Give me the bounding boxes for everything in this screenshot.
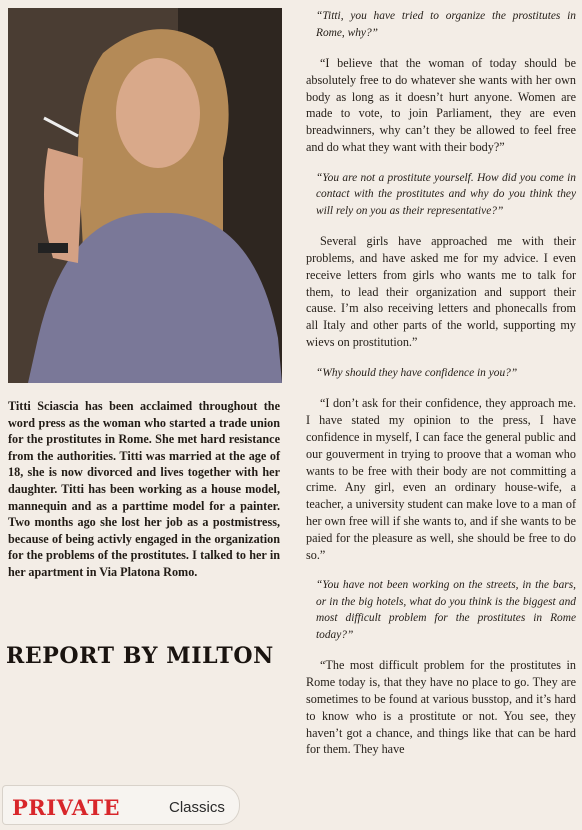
interview-column [306,8,576,772]
brand-subtitle: Classics [169,799,225,816]
answer: Several girls have approached me with their problems, and have asked me for my advice. I even receive letters from girls who wants me to talk for them, to lead their organization and support their cause. I’m also receiving letters and phonecalls from all Italy and other parts of the world, supporting my wievs on prostitution.” [306,234,576,350]
portrait-illustration [8,8,282,383]
report-headline: REPORT BY MILTON [6,643,274,669]
brand-footer [3,786,239,824]
question: “Titti, you have tried to organize the prostitutes in Rome, why?” [316,10,576,39]
portrait-photo [8,8,282,383]
question: “You are not a prostitute yourself. How did you come in contact with the prostitutes and why do you think they will rely on you as their representative?” [316,171,576,217]
answer: “I believe that the woman of today should be absolutely free to do whatever she wants with her own body as long as it doesn’t hurt anyone. Women are made to vote, to join Parliament, they are even breadwinners, why can’t they be allowed to feel free and do what they want with their body?” [306,56,576,154]
answer: “The most difficult problem for the prostitutes in Rome today is, that they have no place to go. They are sometimes to be found at various busstop, and it’s hard to know who is a prostitute or not. You see, they haven’t got a chance, and things like that can be hard for them. They have [306,658,576,757]
question: “Why should they have confidence in you?” [316,366,518,379]
answer: “I don’t ask for their confidence, they approach me. I have stated my opinion to the press, I have confidence in myself, I can face the general public and our gouverment in trying to proove that a woman who wants to be free with their body are not committing a crime. Any girl, even an ordinary house-wife, a teacher, a university student can make love to a man of her own free will if she wants to, and if she wants to be paied for the pleasure as well, she should be free to do so.” [306,396,576,562]
bio-paragraph: Titti Sciascia has been acclaimed throughout the word press as the woman who started a trade union for the prostitutes in Rome. She met hard resistance from the authorities. Titti was married at the age of 18, she is now divorced and lives together with her daughter. Titti has been working as a house model, mannequin and as a parttime model for a painter. Two months ago she lost her job as a postmistress, because of being activly engaged in the organization for the problems of the prostitutes. I talked to her in her apartment in Via Platona Romo. [8,399,280,579]
question: “You have not been working on the streets, in the bars, or in the big hotels, what do you think is the biggest and most difficult problem for the prostitutes in Rome today?” [316,579,576,641]
brand-logo: PRIVATE [12,795,121,820]
bio-text [8,398,280,581]
